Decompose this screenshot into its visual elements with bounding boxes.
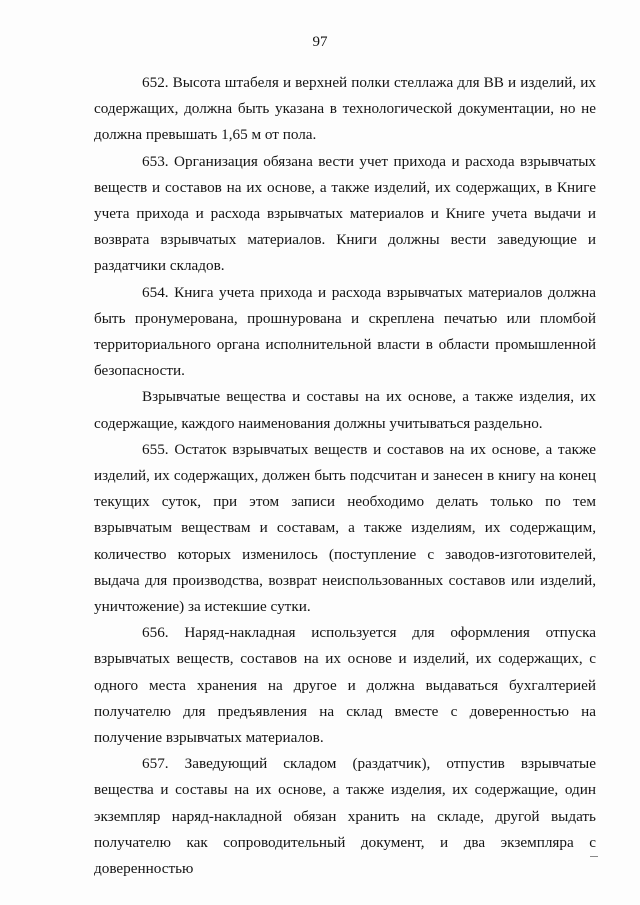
- scan-artifact-mark: [590, 856, 598, 857]
- document-body: [94, 70, 596, 882]
- paragraph-654-continued: Взрывчатые вещества и составы на их основе, а также изделия, их содержащие, каждого наименования должны учитываться раздельно.: [94, 388, 596, 432]
- paragraph-657: 657. Заведующий складом (раздатчик), отпустив взрывчатые вещества и составы на их основе, а также изделия, их содержащие, один экземпляр наряд-накладной обязан хранить на складе, другой выдать получателю как сопроводительный документ, и два экземпляра с доверенностью: [94, 755, 596, 878]
- paragraph-654: 654. Книга учета прихода и расхода взрывчатых материалов должна быть пронумерована, прошнурована и скреплена печатью или пломбой территориального органа исполнительной власти в области промышленной безопасности.: [94, 283, 596, 380]
- paragraph-655: 655. Остаток взрывчатых веществ и составов на их основе, а также изделий, их содержащих, должен быть подсчитан и занесен в книгу на конец текущих суток, при этом записи необходимо делать только по тем взрывчатым веществам и составам, а также изделиям, их содержащим, количество которых изменилось (поступление с заводов-изготовителей, выдача для производства, возврат неиспользованных составов или изделий, уничтожение) за истекшие сутки.: [94, 440, 596, 616]
- page-number: 97: [312, 34, 328, 50]
- paragraph-652: 652. Высота штабеля и верхней полки стеллажа для ВВ и изделий, их содержащих, должна быть указана в технологической документации, но не должна превышать 1,65 м от пола.: [94, 74, 596, 144]
- paragraph-656: 656. Наряд-накладная используется для оформления отпуска взрывчатых веществ, составов на их основе и изделий, их содержащих, с одного места хранения на другое и должна выдаваться бухгалтерией получателю для предъявления на склад вместе с доверенностью на получение взрывчатых материалов.: [94, 624, 596, 747]
- paragraph-653: 653. Организация обязана вести учет прихода и расхода взрывчатых веществ и составов на их основе, а также изделий, их содержащих, в Книге учета прихода и расхода взрывчатых материалов и Книге учета выдачи и возврата взрывчатых материалов. Книги должны вести заведующие и раздатчики складов.: [94, 152, 596, 275]
